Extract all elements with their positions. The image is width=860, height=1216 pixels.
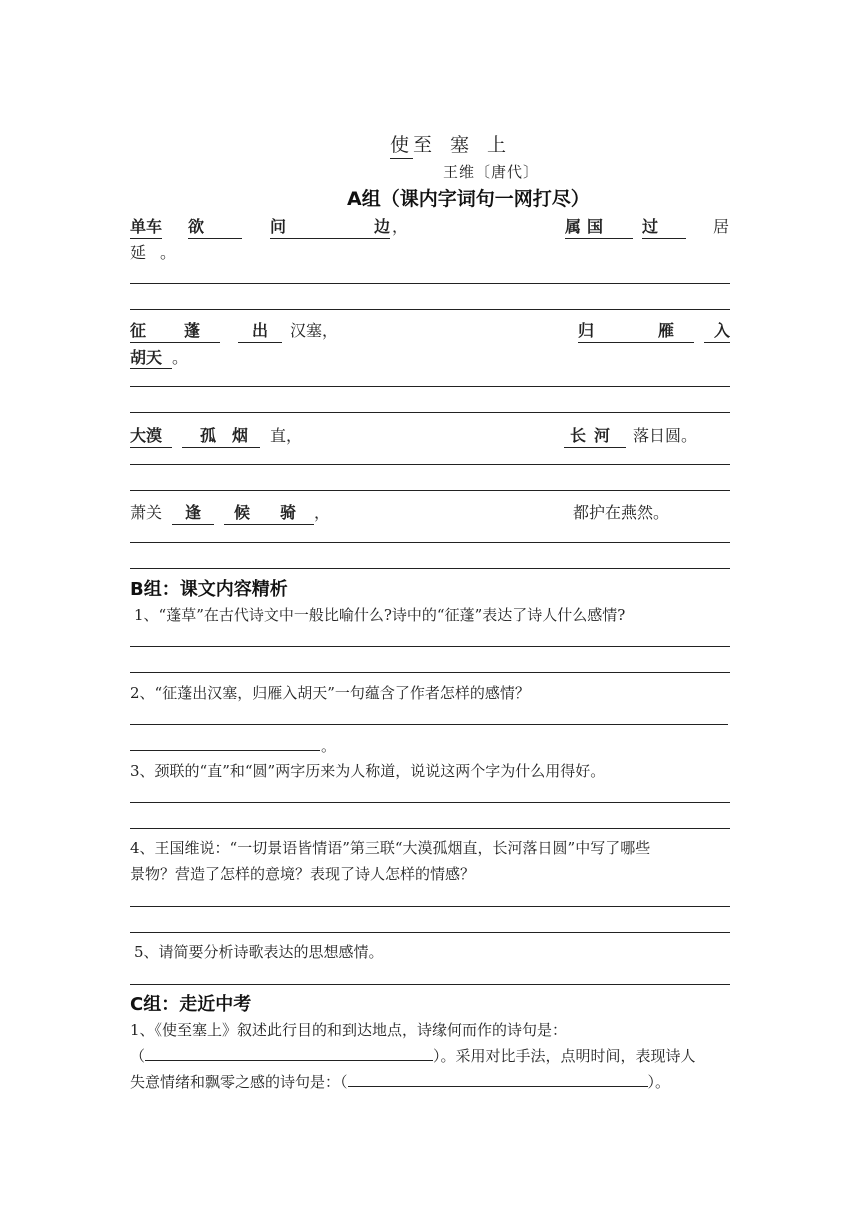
a4-w3: 骑 (280, 503, 297, 522)
answer-line (130, 672, 730, 673)
title-first-char: 使 (390, 134, 413, 159)
a3-tail: 落日圆。 (633, 426, 698, 445)
a2-w3: 出 (238, 318, 282, 343)
page-title (390, 130, 524, 157)
b-question-3: 3、颈联的“直”和“圆”两字历来为人称道，说说这两个字为什么用得好。 (130, 762, 606, 780)
b-question-4a: 4、王国维说：“一切景语皆情语”第三联“大漠孤烟直，长河落日圆”中写了哪些 (130, 839, 651, 857)
c-question-1c (130, 1071, 670, 1092)
a2-w7: 胡天 (130, 348, 172, 369)
title-rest: 至塞上 (413, 134, 525, 156)
a3-plain: 直， (270, 426, 303, 445)
a2-w6: 入 (704, 318, 730, 343)
a2-end: 。 (172, 348, 189, 367)
a1-w3: 问 (270, 214, 385, 239)
answer-line (130, 464, 730, 465)
answer-line (130, 984, 730, 985)
a4-head: 萧关 (130, 503, 163, 522)
a3-w1: 大漠 (130, 423, 172, 448)
a1-w5: 属国 (565, 214, 633, 239)
a2-plain: 汉塞， (290, 321, 339, 340)
b-question-4b: 景物？营造了怎样的意境？表现了诗人怎样的情感？ (130, 865, 476, 883)
b-q2-end: 。 (321, 737, 337, 755)
answer-line (130, 568, 730, 569)
a4-tail: 都护在燕然。 (573, 503, 670, 522)
a4-w1: 逢 (172, 500, 214, 525)
answer-line (130, 309, 730, 310)
a1-comma: ， (392, 217, 409, 236)
a3-w4: 长河 (564, 423, 626, 448)
section-a-heading: A组（课内字词句一网打尽） (347, 188, 590, 210)
a1-w4: 边 (374, 214, 390, 239)
answer-line (130, 490, 730, 491)
answer-line (130, 724, 728, 725)
answer-line (130, 932, 730, 933)
c-q1c-close: ）。 (647, 1073, 671, 1091)
a2-w1: 征 (130, 318, 220, 343)
answer-line (130, 750, 320, 751)
a2-w5: 雁 (658, 321, 675, 340)
answer-line (130, 283, 730, 284)
c-q1b-open: （ (130, 1047, 146, 1065)
a-line2-cont (130, 345, 188, 368)
answer-line (130, 802, 730, 803)
answer-line (130, 386, 730, 387)
section-c-heading: C组：走近中考 (130, 994, 252, 1015)
a3-w3: 烟 (232, 426, 249, 445)
a1-end: 。 (160, 243, 177, 262)
a1-cont: 延 (130, 243, 147, 262)
b-question-5: 5、请简要分析诗歌表达的思想感情。 (134, 943, 384, 961)
c-question-1a: 1、《使至塞上》叙述此行目的和到达地点，诗缘何而作的诗句是： (130, 1021, 568, 1039)
a1-w1: 单车 (130, 214, 162, 239)
answer-line (130, 412, 730, 413)
a4-w2: 候 (224, 500, 314, 525)
author: 王维〔唐代〕 (443, 163, 540, 181)
section-b-heading: B组：课文内容精析 (130, 579, 288, 600)
a3-w2: 孤 (182, 423, 260, 448)
a1-w7: 居 (713, 217, 730, 236)
a1-w2: 欲 (188, 214, 242, 239)
answer-line (130, 646, 730, 647)
c-blank-2[interactable] (348, 1071, 648, 1087)
c-q1b-close: ）。采用对比手法，点明时间，表现诗人 (433, 1047, 696, 1065)
a2-w2: 蓬 (184, 321, 201, 340)
a1-w6: 过 (642, 214, 686, 239)
answer-line (130, 906, 730, 907)
c-blank-1[interactable] (145, 1045, 433, 1061)
b-question-1: 1、“蓬草”在古代诗文中一般比喻什么?诗中的“征蓬”表达了诗人什么感情? (134, 606, 626, 624)
b-question-2: 2、“征蓬出汉塞，归雁入胡天”一句蕴含了作者怎样的感情？ (130, 684, 530, 702)
c-q1c-head: 失意情绪和飘零之感的诗句是：（ (130, 1073, 348, 1091)
a4-comma: ， (314, 503, 331, 522)
answer-line (130, 542, 730, 543)
answer-line (130, 828, 730, 829)
a-line1-cont (130, 240, 176, 263)
a2-w4: 归 (578, 318, 694, 343)
c-question-1b (130, 1045, 696, 1066)
